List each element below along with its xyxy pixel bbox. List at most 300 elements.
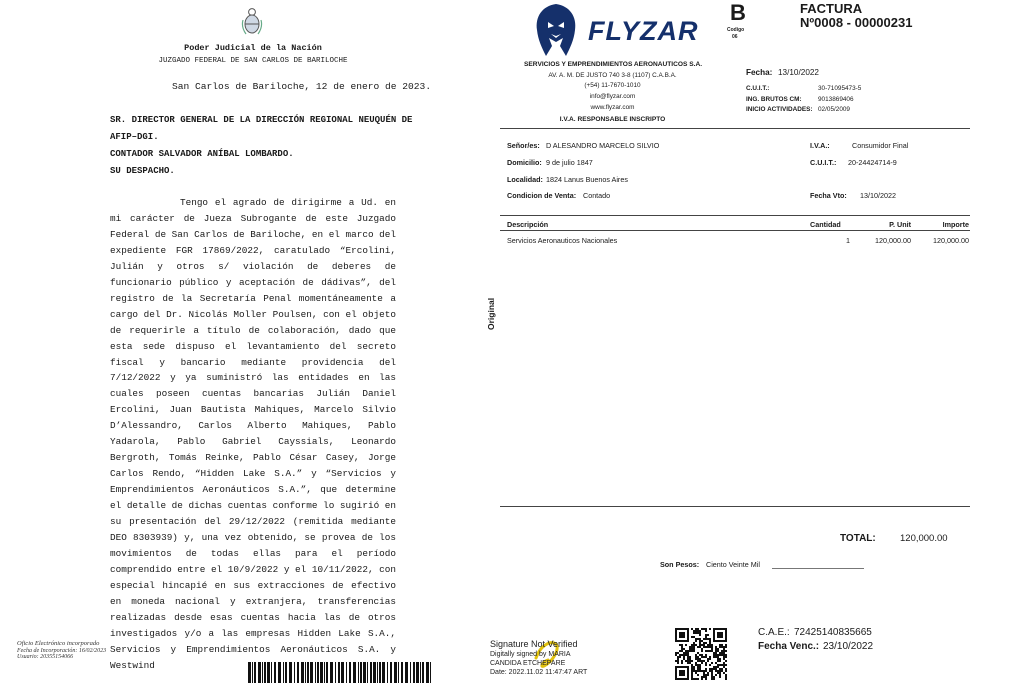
- qr-module: [695, 644, 697, 646]
- row-descripcion: Servicios Aeronauticos Nacionales: [507, 236, 618, 245]
- qr-module: [713, 676, 715, 678]
- barcode-bar: [274, 662, 276, 683]
- qr-module: [699, 670, 701, 672]
- client-cuit-value: 20-24424714-9: [848, 158, 897, 167]
- footnote-line: Fecha de Incorporación: 16/02/2023: [17, 647, 107, 654]
- barcode-bar: [267, 662, 270, 683]
- qr-module: [705, 628, 707, 630]
- qr-module: [709, 638, 711, 640]
- company-web: www.flyzar.com: [590, 104, 635, 111]
- qr-module: [721, 670, 723, 672]
- qr-module: [699, 668, 701, 670]
- barcode-bar: [410, 662, 411, 683]
- qr-module: [691, 660, 693, 662]
- qr-module: [693, 666, 695, 668]
- qr-module: [723, 666, 725, 668]
- qr-module: [695, 672, 697, 674]
- qr-module: [697, 664, 699, 666]
- barcode-bar: [401, 662, 403, 683]
- qr-module: [697, 666, 699, 668]
- qr-module: [715, 646, 717, 648]
- qr-module: [687, 656, 689, 658]
- qr-module: [695, 632, 697, 634]
- qr-module: [723, 664, 725, 666]
- qr-module: [699, 666, 701, 668]
- qr-module: [707, 650, 709, 652]
- barcode-bar: [283, 662, 284, 683]
- qr-module: [685, 644, 687, 646]
- qr-module: [715, 662, 717, 664]
- qr-module: [703, 676, 705, 678]
- qr-module: [683, 658, 685, 660]
- qr-module: [701, 644, 703, 646]
- qr-module: [725, 644, 727, 646]
- qr-module: [719, 672, 721, 674]
- qr-module: [719, 668, 721, 670]
- qr-module: [687, 654, 689, 656]
- qr-module: [693, 648, 695, 650]
- barcode-bar: [426, 662, 429, 683]
- barcode-bar: [278, 662, 281, 683]
- barcode-bar: [315, 662, 316, 683]
- qr-module: [717, 650, 719, 652]
- qr-module: [677, 652, 679, 654]
- qr-module: [697, 646, 699, 648]
- son-pesos-value: Ciento Veinte Mil: [706, 560, 760, 569]
- qr-module: [717, 648, 719, 650]
- qr-module: [681, 644, 683, 646]
- qr-module: [697, 652, 699, 654]
- qr-module: [679, 656, 681, 658]
- barcode-bar: [422, 662, 424, 683]
- qr-module: [701, 676, 703, 678]
- qr-module: [693, 636, 695, 638]
- letter-paragraph: Tengo el agrado de dirigirme a Ud. en mi carácter de Jueza Subrogante de este Juzgado Federal de San Carlos de Bariloche, en el marco del expediente FGR 17869/2022, caratulado “Ercolini, Julián y otros s/ violación de deberes de funcionario público y aceptación de dádivas”, del registro de la Secretaría Penal momentáneamente a cargo del Dr. Nicolás Moller Poulsen, con el objeto de requerirle a título de colaboración, dado que esta sede dispuso el levantamiento del secreto fiscal y bancario mediante providencia del 7/12/2022 y ya suministró las entidades en las cuales poseen cuentas bancarias Julián Daniel Ercolini, Juan Bautista Mahiques, Marcelo Silvio D’Alessandro, Carlos Alberto Mahiques, Pablo Yadarola, Pablo Gabriel Cayssials, Leonardo Bergroth, Tomás Reinke, Pablo César Casey, Jorge Carlos Rendo, “Hidden Lake S.A.” y “Servicios y Emprendimientos Aeronáuticos S.A.”, que determine el detalle de dichas cuentas conforme lo sugirió en su presentación del 29/12/2022 (remitida mediante DEO 8303939) y, una vez obtenido, se provea de los movimientos de todas ellas para el período comprendido entre el 10/9/2022 y el 10/11/2022, con especial hincapié en sus extracciones de efectivo en moneda nacional y extranjera, transferencias realizadas desde esas cuentas hacia las de otros investigados y/o a las empresas Hidden Lake S.A., Servicios y Emprendimientos Aeronáuticos S.A. y Westwind: [110, 197, 396, 671]
- qr-module: [681, 646, 683, 648]
- qr-module: [699, 634, 701, 636]
- qr-module: [687, 662, 689, 664]
- qr-module: [707, 644, 709, 646]
- lion-logo-icon: [532, 2, 580, 58]
- senores-value: D ALESANDRO MARCELO SILVIO: [546, 141, 660, 150]
- qr-module: [709, 656, 711, 658]
- barcode-bar: [353, 662, 356, 683]
- qr-module: [691, 668, 693, 670]
- qr-module: [719, 646, 721, 648]
- qr-module: [693, 644, 695, 646]
- qr-module: [689, 646, 691, 648]
- qr-module: [711, 678, 713, 680]
- qr-module: [705, 674, 707, 676]
- qr-module: [701, 662, 703, 664]
- qr-module: [725, 660, 727, 662]
- qr-module: [675, 652, 677, 654]
- barcode-bar: [271, 662, 272, 683]
- barcode-bar: [379, 662, 381, 683]
- cae-value: 72425140835665: [794, 627, 872, 638]
- qr-module: [721, 646, 723, 648]
- qr-module: [721, 652, 723, 654]
- localidad-label: Localidad:: [507, 175, 543, 184]
- qr-module: [721, 668, 723, 670]
- barcode-bar: [373, 662, 376, 683]
- qr-module: [703, 672, 705, 674]
- letter-body: [110, 195, 396, 674]
- col-punit: P. Unit: [889, 220, 911, 229]
- qr-module: [713, 652, 715, 654]
- qr-module: [699, 642, 701, 644]
- qr-module: [711, 674, 713, 676]
- qr-module: [697, 674, 699, 676]
- qr-module: [723, 658, 725, 660]
- iibb-label: ING. BRUTOS CM:: [746, 96, 802, 103]
- qr-module: [699, 640, 701, 642]
- cuit-value: 30-71095473-5: [818, 85, 862, 92]
- qr-module: [705, 656, 707, 658]
- qr-module: [725, 676, 727, 678]
- qr-module: [703, 644, 705, 646]
- qr-module: [711, 648, 713, 650]
- domicilio-value: 9 de julio 1847: [546, 158, 593, 167]
- client-iva-label: I.V.A.:: [810, 141, 830, 150]
- qr-module: [723, 672, 725, 674]
- qr-module: [719, 658, 721, 660]
- barcode-bar: [310, 662, 313, 683]
- signature-status: Signature Not Verified: [490, 639, 578, 649]
- barcode-bar: [326, 662, 328, 683]
- qr-module: [709, 650, 711, 652]
- qr-module: [695, 640, 697, 642]
- vto-label: Fecha Vto:: [810, 191, 847, 200]
- qr-module: [725, 650, 727, 652]
- qr-module: [705, 630, 707, 632]
- original-label: Original: [486, 297, 496, 330]
- barcode-bar: [430, 662, 431, 683]
- qr-module: [681, 654, 683, 656]
- qr-module: [691, 636, 693, 638]
- barcode-bar: [341, 662, 344, 683]
- qr-module: [717, 664, 719, 666]
- barcode-bar: [358, 662, 359, 683]
- qr-module: [691, 676, 693, 678]
- qr-module: [717, 654, 719, 656]
- qr-module: [725, 664, 727, 666]
- client-iva-value: Consumidor Final: [852, 141, 909, 150]
- barcode-bar: [398, 662, 399, 683]
- qr-module: [725, 670, 727, 672]
- qr-module: [693, 642, 695, 644]
- letter-date: San Carlos de Bariloche, 12 de enero de 2023.: [172, 81, 432, 92]
- qr-module: [719, 660, 721, 662]
- qr-module: [709, 644, 711, 646]
- qr-module: [711, 644, 713, 646]
- qr-module: [703, 642, 705, 644]
- qr-module: [705, 650, 707, 652]
- barcode-bar: [387, 662, 388, 683]
- qr-module: [691, 666, 693, 668]
- qr-module: [709, 658, 711, 660]
- address-line: SU DESPACHO.: [110, 166, 175, 176]
- signature-date: Date: 2022.11.02 11:47:47 ART: [490, 669, 588, 676]
- qr-module: [715, 668, 717, 670]
- qr-module: [685, 660, 687, 662]
- qr-module: [703, 638, 705, 640]
- barcode-bar: [294, 662, 295, 683]
- qr-module: [715, 650, 717, 652]
- table-bottom-rule: [500, 506, 970, 507]
- vto-value: 13/10/2022: [860, 191, 896, 200]
- qr-module: [717, 670, 719, 672]
- qr-module: [689, 656, 691, 658]
- qr-module: [725, 654, 727, 656]
- row-punit: 120,000.00: [875, 236, 911, 245]
- qr-module: [691, 672, 693, 674]
- document-barcode: [248, 662, 431, 683]
- qr-module: [709, 670, 711, 672]
- barcode-bar: [382, 662, 385, 683]
- qr-module: [717, 666, 719, 668]
- qr-module: [707, 660, 709, 662]
- client-cuit-label: C.U.I.T.:: [810, 158, 837, 167]
- qr-module: [711, 646, 713, 648]
- qr-module: [689, 662, 691, 664]
- qr-module: [709, 664, 711, 666]
- qr-module: [723, 654, 725, 656]
- barcode-bar: [413, 662, 415, 683]
- barcode-bar: [320, 662, 323, 683]
- qr-module: [683, 656, 685, 658]
- localidad-value: 1824 Lanus Buenos Aires: [546, 175, 628, 184]
- qr-module: [725, 646, 727, 648]
- qr-module: [679, 644, 681, 646]
- qr-module: [717, 658, 719, 660]
- qr-finder: [679, 670, 685, 676]
- qr-module: [679, 654, 681, 656]
- qr-module: [701, 640, 703, 642]
- qr-module: [677, 660, 679, 662]
- qr-module: [687, 660, 689, 662]
- cae-label: C.A.E.:: [758, 627, 790, 638]
- barcode-bar: [394, 662, 397, 683]
- barcode-bar: [346, 662, 347, 683]
- senores-label: Señor/es:: [507, 141, 540, 150]
- qr-module: [705, 636, 707, 638]
- table-top-rule: [500, 215, 970, 216]
- qr-code: [675, 628, 727, 680]
- qr-module: [705, 654, 707, 656]
- qr-module: [719, 676, 721, 678]
- qr-module: [723, 646, 725, 648]
- qr-module: [695, 656, 697, 658]
- qr-module: [717, 656, 719, 658]
- qr-module: [705, 662, 707, 664]
- barcode-bar: [258, 662, 261, 683]
- qr-module: [711, 650, 713, 652]
- incorporation-note: [17, 641, 106, 661]
- qr-module: [701, 656, 703, 658]
- barcode-bar: [248, 662, 251, 683]
- inicio-label: INICIO ACTIVIDADES:: [746, 106, 813, 113]
- qr-module: [697, 632, 699, 634]
- row-cantidad: 1: [846, 236, 850, 245]
- domicilio-label: Domicilio:: [507, 158, 542, 167]
- qr-module: [699, 660, 701, 662]
- cae-vto-value: 23/10/2022: [823, 641, 874, 652]
- qr-module: [693, 646, 695, 648]
- qr-module: [695, 670, 697, 672]
- qr-module: [707, 646, 709, 648]
- qr-module: [715, 654, 717, 656]
- barcode-bar: [301, 662, 304, 683]
- qr-module: [719, 644, 721, 646]
- court-unit: JUZGADO FEDERAL DE SAN CARLOS DE BARILOCHE: [158, 57, 348, 65]
- qr-module: [701, 654, 703, 656]
- barcode-bar: [305, 662, 306, 683]
- qr-module: [689, 660, 691, 662]
- qr-module: [687, 658, 689, 660]
- qr-module: [721, 654, 723, 656]
- barcode-bar: [262, 662, 263, 683]
- qr-module: [701, 660, 703, 662]
- qr-module: [681, 648, 683, 650]
- codigo-value: 06: [732, 34, 738, 40]
- qr-module: [699, 658, 701, 660]
- qr-module: [705, 668, 707, 670]
- court-name: Poder Judicial de la Nación: [184, 43, 322, 53]
- qr-module: [707, 634, 709, 636]
- barcode-bar: [335, 662, 336, 683]
- barcode-bar: [330, 662, 333, 683]
- qr-module: [715, 648, 717, 650]
- barcode-bar: [360, 662, 362, 683]
- qr-module: [689, 658, 691, 660]
- qr-module: [711, 662, 713, 664]
- row-importe: 120,000.00: [933, 236, 969, 245]
- qr-module: [707, 674, 709, 676]
- qr-module: [705, 638, 707, 640]
- company-address: AV. A. M. DE JUSTO 740 3-8 (1107) C.A.B.A.: [548, 72, 677, 79]
- qr-module: [715, 652, 717, 654]
- barcode-bar: [405, 662, 408, 683]
- qr-module: [725, 656, 727, 658]
- qr-module: [693, 678, 695, 680]
- company-email: info@flyzar.com: [589, 93, 636, 100]
- barcode-bar: [324, 662, 325, 683]
- barcode-bar: [367, 662, 368, 683]
- qr-module: [721, 650, 723, 652]
- son-pesos-label: Son Pesos:: [660, 560, 700, 569]
- qr-module: [723, 652, 725, 654]
- court-letter: [0, 0, 480, 683]
- barcode-bar: [289, 662, 292, 683]
- qr-module: [715, 656, 717, 658]
- qr-module: [675, 654, 677, 656]
- address-line: AFIP–DGI.: [110, 132, 159, 142]
- qr-module: [697, 660, 699, 662]
- total-label: TOTAL:: [840, 533, 876, 544]
- qr-module: [691, 670, 693, 672]
- qr-module: [695, 658, 697, 660]
- qr-module: [699, 638, 701, 640]
- qr-module: [691, 646, 693, 648]
- qr-module: [713, 678, 715, 680]
- qr-module: [721, 664, 723, 666]
- qr-module: [681, 650, 683, 652]
- col-importe: Importe: [942, 220, 969, 229]
- condicion-label: Condicion de Venta:: [507, 191, 577, 200]
- cuit-label: C.U.I.T.:: [746, 85, 770, 92]
- qr-module: [701, 650, 703, 652]
- qr-module: [691, 674, 693, 676]
- qr-module: [695, 664, 697, 666]
- qr-module: [709, 668, 711, 670]
- inicio-value: 02/05/2009: [818, 106, 850, 113]
- fecha-label: Fecha:: [746, 68, 773, 77]
- qr-module: [709, 646, 711, 648]
- qr-module: [683, 652, 685, 654]
- qr-module: [703, 660, 705, 662]
- qr-module: [723, 650, 725, 652]
- qr-module: [687, 652, 689, 654]
- qr-module: [711, 668, 713, 670]
- barcode-bar: [254, 662, 256, 683]
- qr-module: [705, 642, 707, 644]
- qr-module: [693, 668, 695, 670]
- qr-module: [707, 638, 709, 640]
- qr-module: [693, 630, 695, 632]
- qr-module: [703, 674, 705, 676]
- barcode-bar: [264, 662, 266, 683]
- qr-module: [687, 650, 689, 652]
- qr-module: [713, 654, 715, 656]
- qr-module: [705, 676, 707, 678]
- qr-module: [675, 660, 677, 662]
- qr-module: [705, 664, 707, 666]
- address-line: SR. DIRECTOR GENERAL DE LA DIRECCIÓN REGIONAL NEUQUÉN DE: [110, 115, 413, 125]
- qr-module: [695, 638, 697, 640]
- qr-module: [725, 678, 727, 680]
- qr-module: [691, 648, 693, 650]
- qr-module: [701, 670, 703, 672]
- qr-module: [705, 646, 707, 648]
- company-phone: (+54) 11-7670-1010: [584, 82, 641, 89]
- qr-module: [705, 670, 707, 672]
- qr-module: [713, 656, 715, 658]
- qr-module: [677, 658, 679, 660]
- qr-module: [719, 652, 721, 654]
- qr-module: [719, 664, 721, 666]
- qr-finder: [679, 632, 685, 638]
- barcode-bar: [363, 662, 366, 683]
- qr-module: [695, 678, 697, 680]
- qr-module: [689, 650, 691, 652]
- qr-module: [705, 634, 707, 636]
- signature-signer: Digitally signed by MARIA: [490, 651, 571, 658]
- qr-module: [691, 650, 693, 652]
- qr-module: [693, 632, 695, 634]
- company-name: SERVICIOS Y EMPRENDIMIENTOS AERONAUTICOS S.A.: [524, 61, 703, 68]
- barcode-bar: [285, 662, 287, 683]
- signature-signer-name: CANDIDA ETCHEPARE: [490, 660, 566, 667]
- qr-module: [695, 628, 697, 630]
- qr-finder: [717, 632, 723, 638]
- qr-module: [695, 654, 697, 656]
- table-header-rule: [500, 230, 970, 231]
- qr-module: [695, 630, 697, 632]
- qr-module: [697, 628, 699, 630]
- qr-module: [697, 658, 699, 660]
- qr-module: [717, 672, 719, 674]
